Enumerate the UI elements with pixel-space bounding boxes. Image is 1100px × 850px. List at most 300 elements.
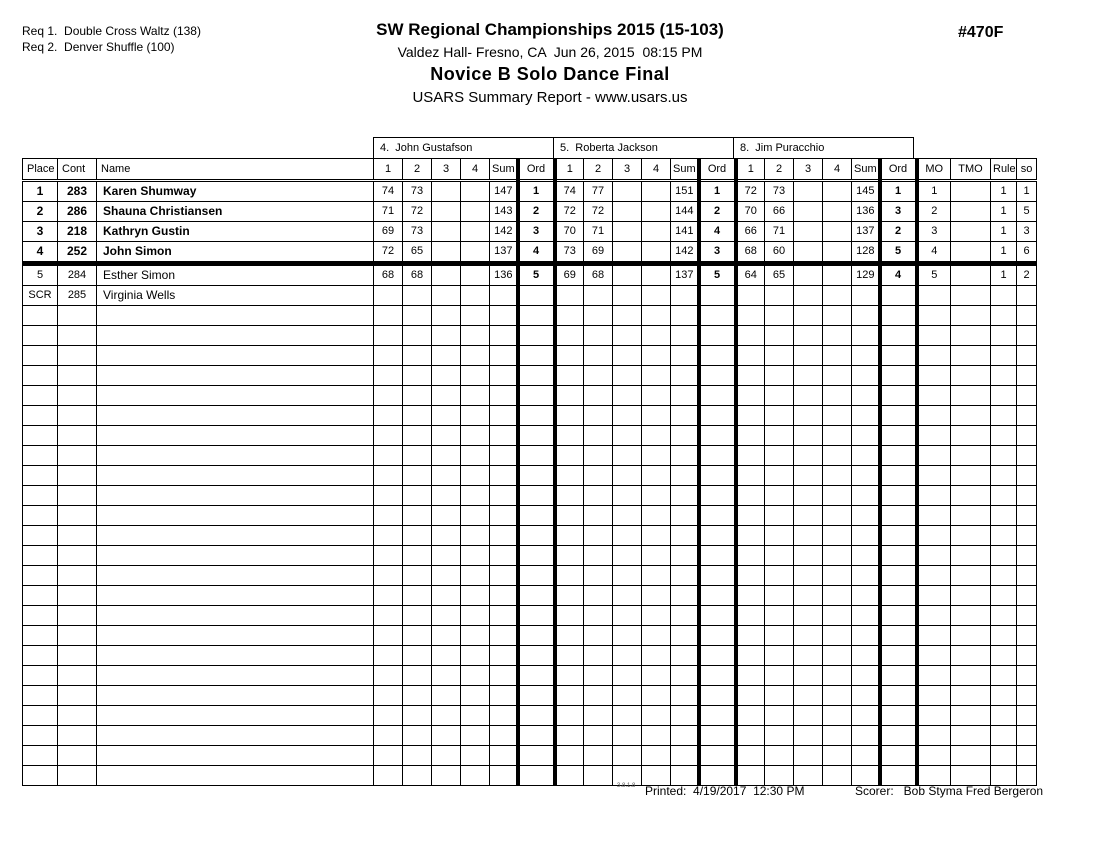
cell-s — [432, 446, 461, 466]
cell-rule — [991, 666, 1017, 686]
cell-name — [97, 326, 374, 346]
col-header-s: 1 — [555, 159, 584, 181]
cell-sum — [852, 466, 880, 486]
cell-s — [555, 426, 584, 446]
cell-s — [432, 326, 461, 346]
cell-s — [461, 646, 490, 666]
cell-sum — [852, 526, 880, 546]
cell-s — [584, 506, 613, 526]
col-header-s: 1 — [374, 159, 403, 181]
table-row — [23, 181, 1037, 202]
cell-name — [97, 306, 374, 326]
cell-name: Esther Simon — [97, 264, 374, 286]
scorer-names: Scorer: Bob Styma Fred Bergeron — [855, 784, 1044, 798]
cell-s — [461, 406, 490, 426]
empty-table-row — [23, 466, 1037, 486]
cell-s: 65 — [403, 242, 432, 264]
cell-s — [403, 506, 432, 526]
cell-s: 73 — [403, 181, 432, 202]
cell-s — [765, 626, 794, 646]
cell-s — [823, 726, 852, 746]
venue-and-date: Valdez Hall- Fresno, CA Jun 26, 2015 08:15 PM — [397, 44, 703, 60]
cell-s — [642, 586, 671, 606]
cell-s — [374, 626, 403, 646]
col-header-ord: Ord — [699, 159, 736, 181]
cell-mo — [917, 326, 951, 346]
table-row — [23, 222, 1037, 242]
empty-table-row — [23, 306, 1037, 326]
cell-so: 5 — [1017, 202, 1037, 222]
cell-s — [403, 746, 432, 766]
col-header-s: 3 — [432, 159, 461, 181]
cell-s — [823, 466, 852, 486]
cell-s — [555, 546, 584, 566]
cell-s — [642, 386, 671, 406]
cell-s — [823, 242, 852, 264]
cell-so — [1017, 486, 1037, 506]
judge-header-3: 8. Jim Puracchio — [733, 137, 914, 159]
cell-s: 74 — [374, 181, 403, 202]
cell-mo: 4 — [917, 242, 951, 264]
cell-s — [613, 286, 642, 306]
cell-s — [374, 446, 403, 466]
cell-place — [23, 646, 58, 666]
cell-s — [403, 686, 432, 706]
cell-cont — [58, 466, 97, 486]
cell-s — [765, 306, 794, 326]
cell-s: 69 — [555, 264, 584, 286]
cell-s — [432, 626, 461, 646]
col-header-s: 3 — [794, 159, 823, 181]
cell-mo: 2 — [917, 202, 951, 222]
cell-s — [461, 326, 490, 346]
cell-s — [432, 306, 461, 326]
cell-tmo — [951, 222, 991, 242]
cell-s — [823, 306, 852, 326]
cell-cont — [58, 746, 97, 766]
cell-s: 69 — [584, 242, 613, 264]
cell-ord — [880, 286, 917, 306]
cell-s — [823, 506, 852, 526]
cell-mo — [917, 406, 951, 426]
cell-s — [432, 222, 461, 242]
cell-s — [794, 346, 823, 366]
cell-s — [642, 446, 671, 466]
empty-table-row — [23, 726, 1037, 746]
cell-place — [23, 546, 58, 566]
cell-s — [823, 606, 852, 626]
cell-s — [642, 546, 671, 566]
cell-sum — [852, 666, 880, 686]
col-header-s: 3 — [613, 159, 642, 181]
cell-rule — [991, 346, 1017, 366]
cell-cont — [58, 306, 97, 326]
cell-s — [403, 526, 432, 546]
cell-s — [403, 626, 432, 646]
cell-sum — [490, 506, 518, 526]
cell-sum: 143 — [490, 202, 518, 222]
cell-sum — [490, 666, 518, 686]
cell-sum: 145 — [852, 181, 880, 202]
cell-sum — [671, 426, 699, 446]
cell-s — [374, 706, 403, 726]
cell-s — [374, 586, 403, 606]
cell-ord: 4 — [699, 222, 736, 242]
cell-s — [432, 606, 461, 626]
cell-mo — [917, 446, 951, 466]
cell-s — [823, 646, 852, 666]
cell-rule — [991, 426, 1017, 446]
judge-header-1: 4. John Gustafson — [373, 137, 554, 159]
cell-so — [1017, 286, 1037, 306]
cell-sum — [852, 706, 880, 726]
cell-sum — [671, 306, 699, 326]
cell-s — [555, 346, 584, 366]
cell-ord: 1 — [699, 181, 736, 202]
cell-s — [613, 426, 642, 446]
cell-s — [765, 666, 794, 686]
cell-s — [642, 202, 671, 222]
cell-s — [461, 606, 490, 626]
cell-s — [403, 606, 432, 626]
cell-rule — [991, 486, 1017, 506]
cell-s — [403, 466, 432, 486]
cell-s — [823, 446, 852, 466]
cell-rule — [991, 746, 1017, 766]
cell-sum — [490, 726, 518, 746]
empty-table-row — [23, 546, 1037, 566]
requirement-1: Req 1. Double Cross Waltz (138) — [22, 24, 201, 38]
cell-sum — [852, 346, 880, 366]
cell-rule — [991, 466, 1017, 486]
cell-s — [736, 546, 765, 566]
cell-s — [613, 446, 642, 466]
cell-name — [97, 526, 374, 546]
cell-s — [584, 766, 613, 786]
cell-sum: 128 — [852, 242, 880, 264]
cell-sum — [671, 666, 699, 686]
cell-ord — [880, 766, 917, 786]
cell-cont — [58, 766, 97, 786]
cell-s — [736, 486, 765, 506]
cell-cont — [58, 726, 97, 746]
cell-s — [432, 726, 461, 746]
cell-mo — [917, 526, 951, 546]
cell-s: 74 — [555, 181, 584, 202]
cell-s — [584, 546, 613, 566]
cell-sum — [490, 526, 518, 546]
cell-mo: 5 — [917, 264, 951, 286]
cell-s — [613, 506, 642, 526]
cell-place — [23, 746, 58, 766]
empty-table-row — [23, 326, 1037, 346]
cell-s — [613, 346, 642, 366]
cell-s — [461, 346, 490, 366]
cell-s — [613, 746, 642, 766]
cell-s — [555, 626, 584, 646]
cell-sum — [852, 446, 880, 466]
cell-mo — [917, 706, 951, 726]
cell-tmo — [951, 546, 991, 566]
cell-s — [794, 222, 823, 242]
cell-ord — [518, 746, 555, 766]
cell-tmo — [951, 746, 991, 766]
cell-place — [23, 526, 58, 546]
cell-s — [765, 386, 794, 406]
cell-s — [765, 686, 794, 706]
empty-table-row — [23, 626, 1037, 646]
cell-s — [736, 746, 765, 766]
cell-s — [584, 446, 613, 466]
cell-s — [613, 326, 642, 346]
col-header-s: 4 — [642, 159, 671, 181]
cell-ord — [880, 626, 917, 646]
cell-so: 3 — [1017, 222, 1037, 242]
cell-s — [432, 746, 461, 766]
cell-tmo — [951, 366, 991, 386]
cell-s — [584, 406, 613, 426]
cell-sum — [671, 746, 699, 766]
cell-place — [23, 326, 58, 346]
cell-s — [403, 326, 432, 346]
cell-s — [461, 366, 490, 386]
cell-s — [765, 366, 794, 386]
cell-s: 71 — [374, 202, 403, 222]
cell-s — [794, 264, 823, 286]
cell-ord: 3 — [880, 202, 917, 222]
cell-cont — [58, 326, 97, 346]
cell-s — [461, 264, 490, 286]
col-header-s: 2 — [765, 159, 794, 181]
empty-table-row — [23, 386, 1037, 406]
cell-ord — [518, 466, 555, 486]
cell-s — [823, 406, 852, 426]
col-header-s: 4 — [823, 159, 852, 181]
cell-s — [765, 646, 794, 666]
cell-s — [642, 506, 671, 526]
cell-s — [461, 526, 490, 546]
cell-sum — [671, 646, 699, 666]
empty-table-row — [23, 346, 1037, 366]
cell-sum — [852, 686, 880, 706]
cell-ord: 4 — [518, 242, 555, 264]
cell-s — [794, 526, 823, 546]
empty-table-row — [23, 686, 1037, 706]
cell-place — [23, 606, 58, 626]
cell-s — [736, 646, 765, 666]
cell-s — [642, 746, 671, 766]
cell-s — [461, 726, 490, 746]
cell-s — [736, 306, 765, 326]
cell-s — [403, 386, 432, 406]
cell-name — [97, 446, 374, 466]
cell-s — [374, 286, 403, 306]
cell-cont — [58, 626, 97, 646]
cell-name — [97, 766, 374, 786]
cell-s — [584, 746, 613, 766]
cell-s — [432, 506, 461, 526]
software-version: 3.8.1.8 — [617, 783, 636, 789]
cell-s — [642, 264, 671, 286]
col-header-s: 2 — [584, 159, 613, 181]
event-title: SW Regional Championships 2015 (15-103) — [376, 20, 724, 39]
cell-s — [613, 606, 642, 626]
cell-ord — [880, 666, 917, 686]
cell-sum — [490, 306, 518, 326]
cell-ord — [699, 486, 736, 506]
cell-s — [765, 746, 794, 766]
cell-so — [1017, 306, 1037, 326]
cell-s — [642, 706, 671, 726]
cell-s — [642, 366, 671, 386]
cell-sum — [671, 486, 699, 506]
cell-s — [613, 546, 642, 566]
cell-sum: 147 — [490, 181, 518, 202]
cell-ord — [699, 306, 736, 326]
cell-ord — [699, 346, 736, 366]
cell-so — [1017, 446, 1037, 466]
cell-s — [642, 526, 671, 546]
cell-s — [736, 586, 765, 606]
cell-s — [555, 586, 584, 606]
cell-name: John Simon — [97, 242, 374, 264]
cell-s — [823, 386, 852, 406]
cell-cont: 283 — [58, 181, 97, 202]
cell-so — [1017, 766, 1037, 786]
cell-s — [765, 706, 794, 726]
cell-cont — [58, 386, 97, 406]
cell-s — [403, 446, 432, 466]
cell-name — [97, 726, 374, 746]
cell-s — [765, 326, 794, 346]
cell-s — [461, 486, 490, 506]
cell-s — [736, 766, 765, 786]
cell-so — [1017, 506, 1037, 526]
cell-s — [461, 446, 490, 466]
cell-s — [736, 426, 765, 446]
cell-s — [555, 446, 584, 466]
cell-ord — [518, 546, 555, 566]
cell-s: 68 — [736, 242, 765, 264]
cell-ord — [518, 666, 555, 686]
cell-cont — [58, 366, 97, 386]
cell-ord — [880, 746, 917, 766]
cell-s — [432, 646, 461, 666]
cell-s — [613, 646, 642, 666]
cell-rule — [991, 446, 1017, 466]
cell-s — [613, 406, 642, 426]
cell-s — [794, 326, 823, 346]
cell-sum — [490, 446, 518, 466]
cell-ord: 4 — [880, 264, 917, 286]
cell-name — [97, 506, 374, 526]
cell-sum — [490, 346, 518, 366]
cell-rule — [991, 706, 1017, 726]
cell-sum: 144 — [671, 202, 699, 222]
cell-name — [97, 426, 374, 446]
cell-rule — [991, 406, 1017, 426]
cell-ord — [880, 546, 917, 566]
cell-place — [23, 366, 58, 386]
cell-s: 72 — [374, 242, 403, 264]
cell-place — [23, 346, 58, 366]
cell-s — [823, 566, 852, 586]
cell-s — [461, 286, 490, 306]
cell-rule — [991, 306, 1017, 326]
cell-s — [642, 306, 671, 326]
empty-table-row — [23, 606, 1037, 626]
cell-s — [555, 646, 584, 666]
cell-ord — [699, 646, 736, 666]
cell-s — [555, 666, 584, 686]
cell-s — [642, 606, 671, 626]
cell-s — [613, 264, 642, 286]
cell-ord — [518, 646, 555, 666]
cell-ord — [699, 286, 736, 306]
cell-s — [403, 646, 432, 666]
cell-rule — [991, 506, 1017, 526]
cell-mo — [917, 726, 951, 746]
empty-table-row — [23, 646, 1037, 666]
cell-tmo — [951, 526, 991, 546]
cell-s — [642, 686, 671, 706]
cell-s — [736, 406, 765, 426]
cell-mo — [917, 426, 951, 446]
cell-s — [403, 286, 432, 306]
cell-s — [555, 566, 584, 586]
table-row — [23, 264, 1037, 286]
cell-s — [555, 386, 584, 406]
cell-so: 6 — [1017, 242, 1037, 264]
cell-s — [613, 202, 642, 222]
cell-s — [584, 686, 613, 706]
cell-s — [555, 466, 584, 486]
cell-s — [823, 426, 852, 446]
cell-s — [403, 406, 432, 426]
cell-s — [765, 346, 794, 366]
cell-ord — [518, 526, 555, 546]
cell-sum — [852, 586, 880, 606]
cell-s — [794, 506, 823, 526]
col-header-name: Name — [97, 159, 374, 181]
cell-s — [736, 386, 765, 406]
cell-cont: 218 — [58, 222, 97, 242]
cell-ord — [699, 446, 736, 466]
cell-rule — [991, 286, 1017, 306]
cell-tmo — [951, 466, 991, 486]
cell-s — [613, 181, 642, 202]
cell-cont — [58, 646, 97, 666]
cell-place: 4 — [23, 242, 58, 264]
cell-mo — [917, 366, 951, 386]
cell-s — [736, 466, 765, 486]
cell-sum — [671, 406, 699, 426]
cell-s — [403, 706, 432, 726]
cell-sum — [490, 586, 518, 606]
cell-ord: 2 — [518, 202, 555, 222]
cell-tmo — [951, 386, 991, 406]
cell-s — [642, 486, 671, 506]
cell-ord — [699, 326, 736, 346]
cell-ord — [880, 526, 917, 546]
cell-so — [1017, 706, 1037, 726]
cell-s — [642, 666, 671, 686]
table-row — [23, 242, 1037, 264]
cell-sum — [671, 446, 699, 466]
cell-ord — [518, 386, 555, 406]
cell-tmo — [951, 446, 991, 466]
cell-s — [736, 666, 765, 686]
